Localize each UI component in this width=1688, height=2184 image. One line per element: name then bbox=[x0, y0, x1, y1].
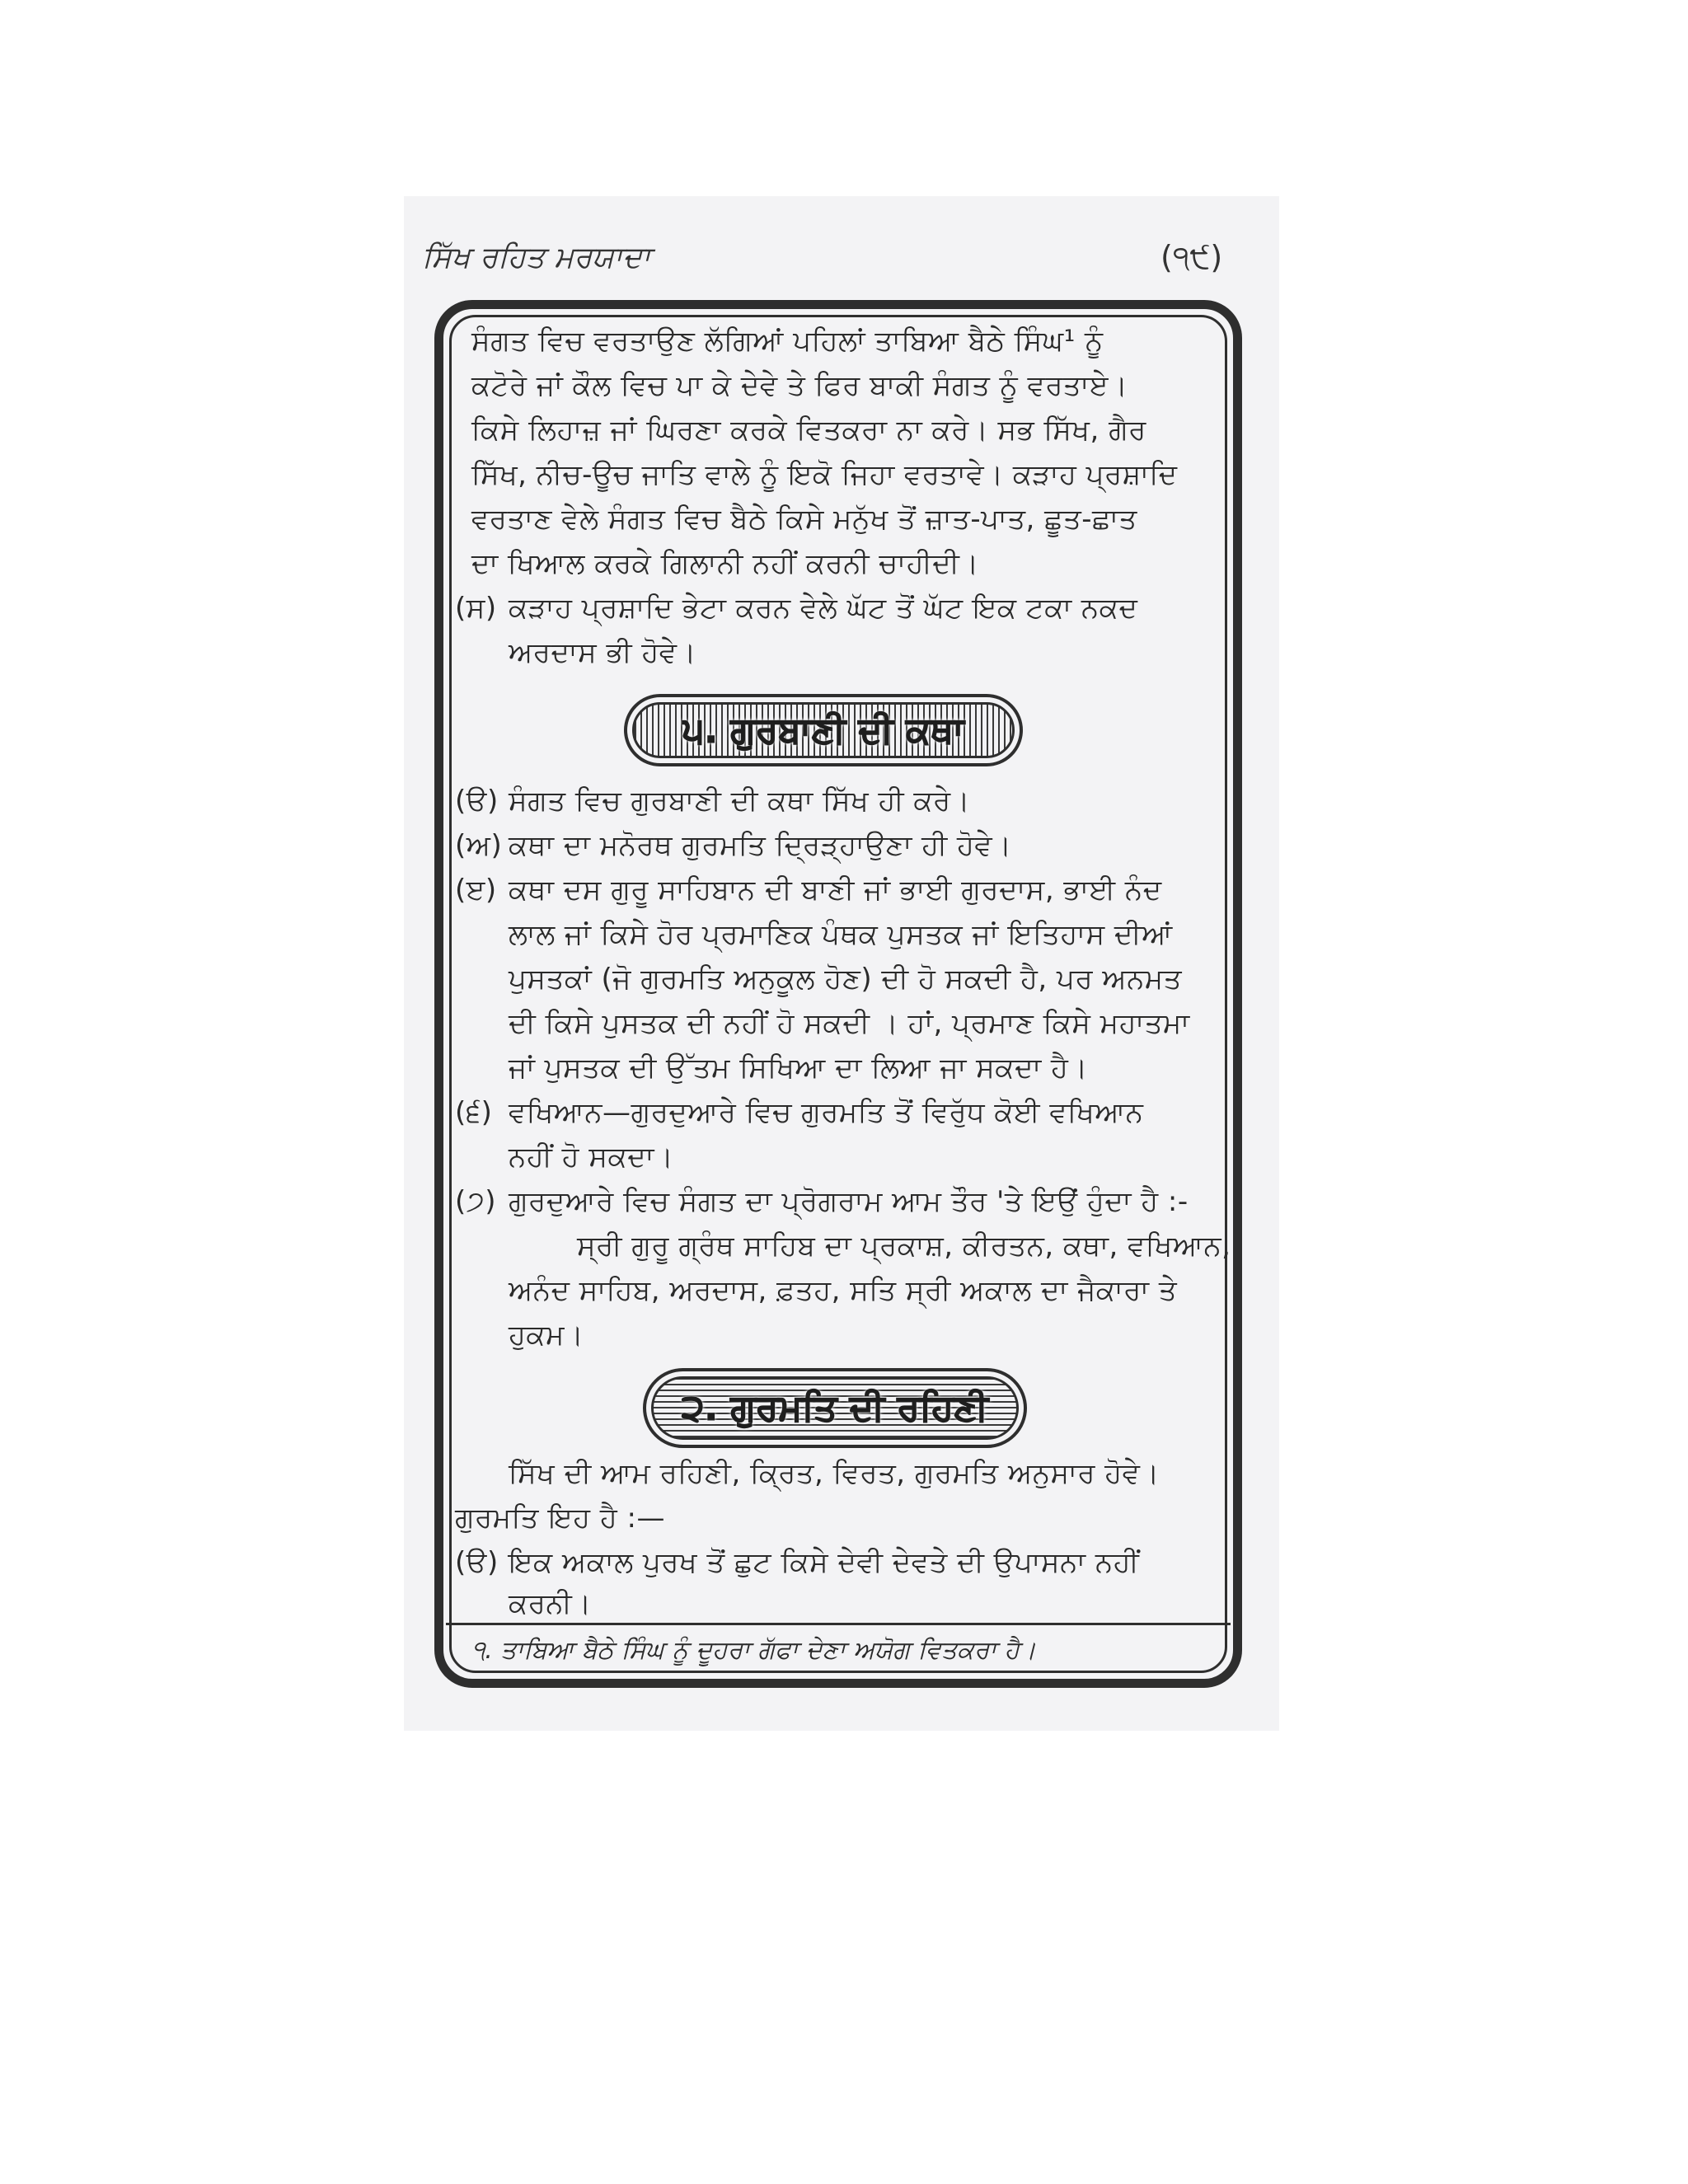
paragraph-line: ਸਿੱਖ ਦੀ ਆਮ ਰਹਿਣੀ, ਕ੍ਰਿਤ, ਵਿਰਤ, ਗੁਰਮਤਿ ਅਨੁਸਾਰ ਹੋਵੇ। bbox=[509, 1457, 1160, 1490]
paragraph-line: ਕਿਸੇ ਲਿਹਾਜ਼ ਜਾਂ ਘਿਰਣਾ ਕਰਕੇ ਵਿਤਕਰਾ ਨਾ ਕਰੇ। ਸਭ ਸਿੱਖ, ਗੈਰ bbox=[471, 414, 1146, 447]
paragraph-line: ਵਰਤਾਣ ਵੇਲੇ ਸੰਗਤ ਵਿਚ ਬੈਠੇ ਕਿਸੇ ਮਨੁੱਖ ਤੋਂ ਜ਼ਾਤ-ਪਾਤ, ਛੂਤ-ਛਾਤ bbox=[471, 503, 1137, 536]
list-item-line: ਪੁਸਤਕਾਂ (ਜੋ ਗੁਰਮਤਿ ਅਨੁਕੂਲ ਹੋਣ) ਦੀ ਹੋ ਸਕਦੀ ਹੈ, ਪਰ ਅਨਮਤ bbox=[509, 963, 1182, 996]
section-heading-2 bbox=[643, 1368, 1027, 1448]
list-marker: (ੳ) bbox=[455, 1546, 499, 1579]
paragraph-line: ਗੁਰਮਤਿ ਇਹ ਹੈ :— bbox=[455, 1502, 665, 1535]
paragraph-line: ਦਾ ਖਿਆਲ ਕਰਕੇ ਗਿਲਾਨੀ ਨਹੀਂ ਕਰਨੀ ਚਾਹੀਦੀ। bbox=[471, 547, 979, 580]
list-item-line: ਇਕ ਅਕਾਲ ਪੁਰਖ ਤੋਂ ਛੁਟ ਕਿਸੇ ਦੇਵੀ ਦੇਵਤੇ ਦੀ ਉਪਾਸਨਾ ਨਹੀਂ bbox=[509, 1546, 1140, 1579]
list-item-line: ਕਥਾ ਦਾ ਮਨੋਰਥ ਗੁਰਮਤਿ ਦ੍ਰਿੜ੍ਹਾਉਣਾ ਹੀ ਹੋਵੇ। bbox=[509, 829, 1012, 862]
section-heading-5 bbox=[624, 694, 1023, 766]
list-marker: (ਸ) bbox=[455, 592, 497, 625]
list-item-line: ਗੁਰਦੁਆਰੇ ਵਿਚ ਸੰਗਤ ਦਾ ਪ੍ਰੋਗਰਾਮ ਆਮ ਤੌਰ 'ਤੇ ਇਉਂ ਹੁੰਦਾ ਹੈ :- bbox=[509, 1185, 1189, 1218]
list-item-line: ਲਾਲ ਜਾਂ ਕਿਸੇ ਹੋਰ ਪ੍ਰਮਾਣਿਕ ਪੰਥਕ ਪੁਸਤਕ ਜਾਂ ਇਤਿਹਾਸ ਦੀਆਂ bbox=[509, 918, 1173, 951]
list-item-line: ਹੁਕਮ। bbox=[509, 1319, 584, 1352]
list-item-line: ਸ੍ਰੀ ਗੁਰੂ ਗ੍ਰੰਥ ਸਾਹਿਬ ਦਾ ਪ੍ਰਕਾਸ਼, ਕੀਰਤਨ, ਕਥਾ, ਵਖਿਆਨ, bbox=[577, 1230, 1231, 1263]
list-item-line: ਦੀ ਕਿਸੇ ਪੁਸਤਕ ਦੀ ਨਹੀਂ ਹੋ ਸਕਦੀ । ਹਾਂ, ਪ੍ਰਮਾਣ ਕਿਸੇ ਮਹਾਤਮਾ bbox=[509, 1007, 1190, 1040]
running-title: ਸਿੱਖ ਰਹਿਤ ਮਰਯਾਦਾ bbox=[422, 241, 651, 274]
paragraph-line: ਸੰਗਤ ਵਿਚ ਵਰਤਾਉਣ ਲੱਗਿਆਂ ਪਹਿਲਾਂ ਤਾਬਿਆ ਬੈਠੇ ਸਿੰਘ¹ ਨੂੰ bbox=[471, 325, 1104, 358]
paragraph-line: ਕਟੋਰੇ ਜਾਂ ਕੌਲ ਵਿਚ ਪਾ ਕੇ ਦੇਵੇ ਤੇ ਫਿਰ ਬਾਕੀ ਸੰਗਤ ਨੂੰ ਵਰਤਾਏ। bbox=[471, 369, 1128, 402]
list-item-line: ਜਾਂ ਪੁਸਤਕ ਦੀ ਉੱਤਮ ਸਿਖਿਆ ਦਾ ਲਿਆ ਜਾ ਸਕਦਾ ਹੈ। bbox=[509, 1052, 1088, 1085]
section-heading-text: ੨. ਗੁਰਮਤਿ ਦੀ ਰਹਿਣੀ bbox=[682, 1387, 988, 1429]
footnote: ੧. ਤਾਬਿਆ ਬੈਠੇ ਸਿੰਘ ਨੂੰ ਦੂਹਰਾ ਗੱਫਾ ਦੇਣਾ ਅਯੋਗ ਵਿਤਕਰਾ ਹੈ। bbox=[471, 1636, 1036, 1665]
list-item-line: ਵਖਿਆਨ—ਗੁਰਦੁਆਰੇ ਵਿਚ ਗੁਰਮਤਿ ਤੋਂ ਵਿਰੁੱਧ ਕੋਈ ਵਖਿਆਨ bbox=[509, 1096, 1144, 1129]
list-item-line: ਅਨੰਦ ਸਾਹਿਬ, ਅਰਦਾਸ, ਫ਼ਤਹ, ਸਤਿ ਸ੍ਰੀ ਅਕਾਲ ਦਾ ਜੈਕਾਰਾ ਤੇ bbox=[509, 1274, 1178, 1307]
list-marker: (੭) bbox=[455, 1185, 496, 1218]
list-item-line: ਕਥਾ ਦਸ ਗੁਰੂ ਸਾਹਿਬਾਨ ਦੀ ਬਾਣੀ ਜਾਂ ਭਾਈ ਗੁਰਦਾਸ, ਭਾਈ ਨੰਦ bbox=[509, 874, 1162, 907]
list-marker: (ਅ) bbox=[455, 829, 503, 862]
list-marker: (੬) bbox=[455, 1096, 493, 1129]
paragraph-line: ਸਿੱਖ, ਨੀਚ-ਊਚ ਜਾਤਿ ਵਾਲੇ ਨੂੰ ਇਕੋ ਜਿਹਾ ਵਰਤਾਵੇ। ਕੜਾਹ ਪ੍ਰਸ਼ਾਦਿ bbox=[471, 458, 1178, 491]
page-number: (੧੯) bbox=[1160, 239, 1223, 275]
list-marker: (ੳ) bbox=[455, 785, 499, 818]
footnote-divider bbox=[446, 1623, 1231, 1625]
list-marker: (ੲ) bbox=[455, 874, 497, 907]
section-heading-text: ੫. ਗੁਰਬਾਣੀ ਦੀ ਕਥਾ bbox=[682, 709, 964, 752]
list-item-line: ਸੰਗਤ ਵਿਚ ਗੁਰਬਾਣੀ ਦੀ ਕਥਾ ਸਿੱਖ ਹੀ ਕਰੇ। bbox=[509, 785, 971, 818]
list-item-line: ਕੜਾਹ ਪ੍ਰਸ਼ਾਦਿ ਭੇਟਾ ਕਰਨ ਵੇਲੇ ਘੱਟ ਤੋਂ ਘੱਟ ਇਕ ਟਕਾ ਨਕਦ bbox=[509, 592, 1138, 625]
list-item-line: ਨਹੀਂ ਹੋ ਸਕਦਾ। bbox=[509, 1141, 674, 1174]
list-item-line: ਅਰਦਾਸ ਭੀ ਹੋਵੇ। bbox=[509, 636, 696, 669]
list-item-line: ਕਰਨੀ। bbox=[509, 1587, 592, 1620]
